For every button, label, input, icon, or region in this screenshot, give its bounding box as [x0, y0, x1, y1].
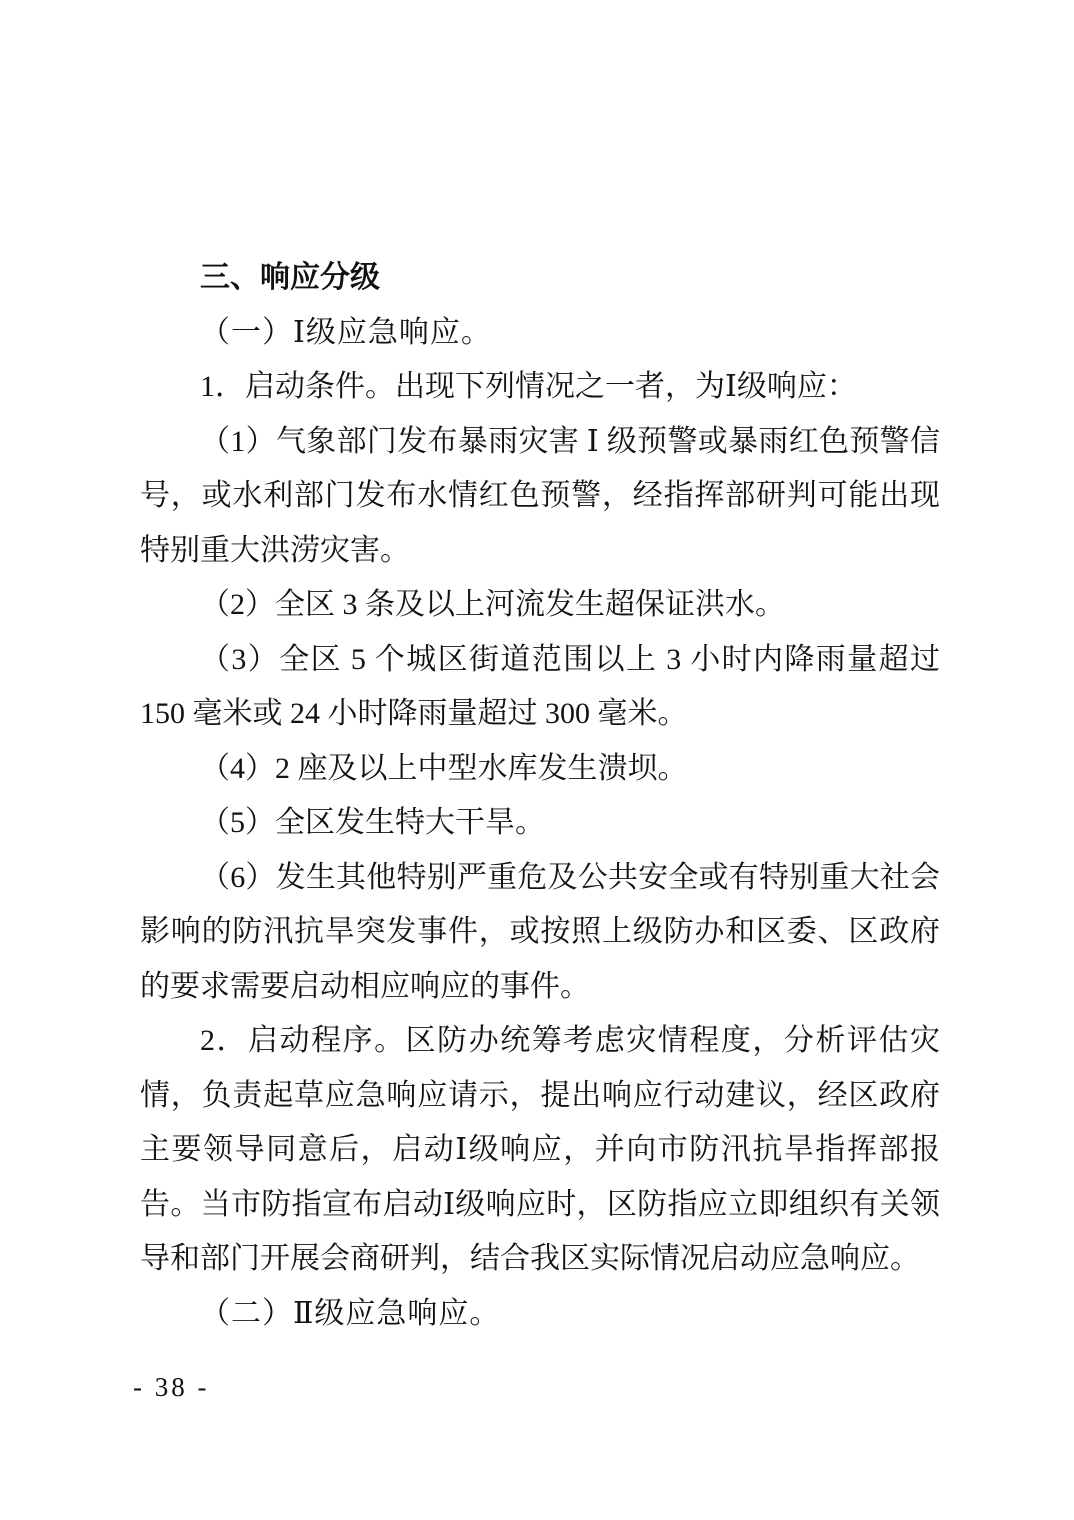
paragraph-condition-1: （1）气象部门发布暴雨灾害 Ⅰ 级预警或暴雨红色预警信号，或水利部门发布水情红色预警，经指挥部研判可能出现特别重大洪涝灾害。: [140, 424, 940, 567]
paragraph-condition-6: （6）发生其他特别严重危及公共安全或有特别重大社会影响的防汛抗旱突发事件，或按照上级防办和区委、区政府的要求需要启动相应响应的事件。: [140, 860, 940, 1003]
document-text-block: [140, 251, 940, 1341]
page-number: - 38 -: [133, 1372, 210, 1402]
subsection-heading-1: （一）Ⅰ级应急响应。: [200, 315, 492, 349]
paragraph-condition-3: （3）全区 5 个城区街道范围以上 3 小时内降雨量超过 150 毫米或 24 小时降雨量超过 300 毫米。: [140, 642, 940, 730]
subsection-heading-2: （二）Ⅱ级应急响应。: [200, 1296, 501, 1330]
paragraph-start-conditions: 1．启动条件。出现下列情况之一者，为Ⅰ级响应：: [200, 370, 857, 403]
section-heading: 三、响应分级: [200, 261, 380, 294]
paragraph-start-procedure: 2．启动程序。区防办统筹考虑灾情程度，分析评估灾情，负责起草应急响应请示，提出响应行动建议，经区政府主要领导同意后，启动Ⅰ级响应，并向市防汛抗旱指挥部报告。当市防指宣布启动Ⅰ级响应时，区防指应立即组织有关领导和部门开展会商研判，结合我区实际情况启动应急响应。: [140, 1024, 940, 1275]
paragraph-condition-5: （5）全区发生特大干旱。: [200, 806, 545, 839]
paragraph-condition-2: （2）全区 3 条及以上河流发生超保证洪水。: [200, 588, 785, 621]
paragraph-condition-4: （4）2 座及以上中型水库发生溃坝。: [200, 751, 688, 785]
